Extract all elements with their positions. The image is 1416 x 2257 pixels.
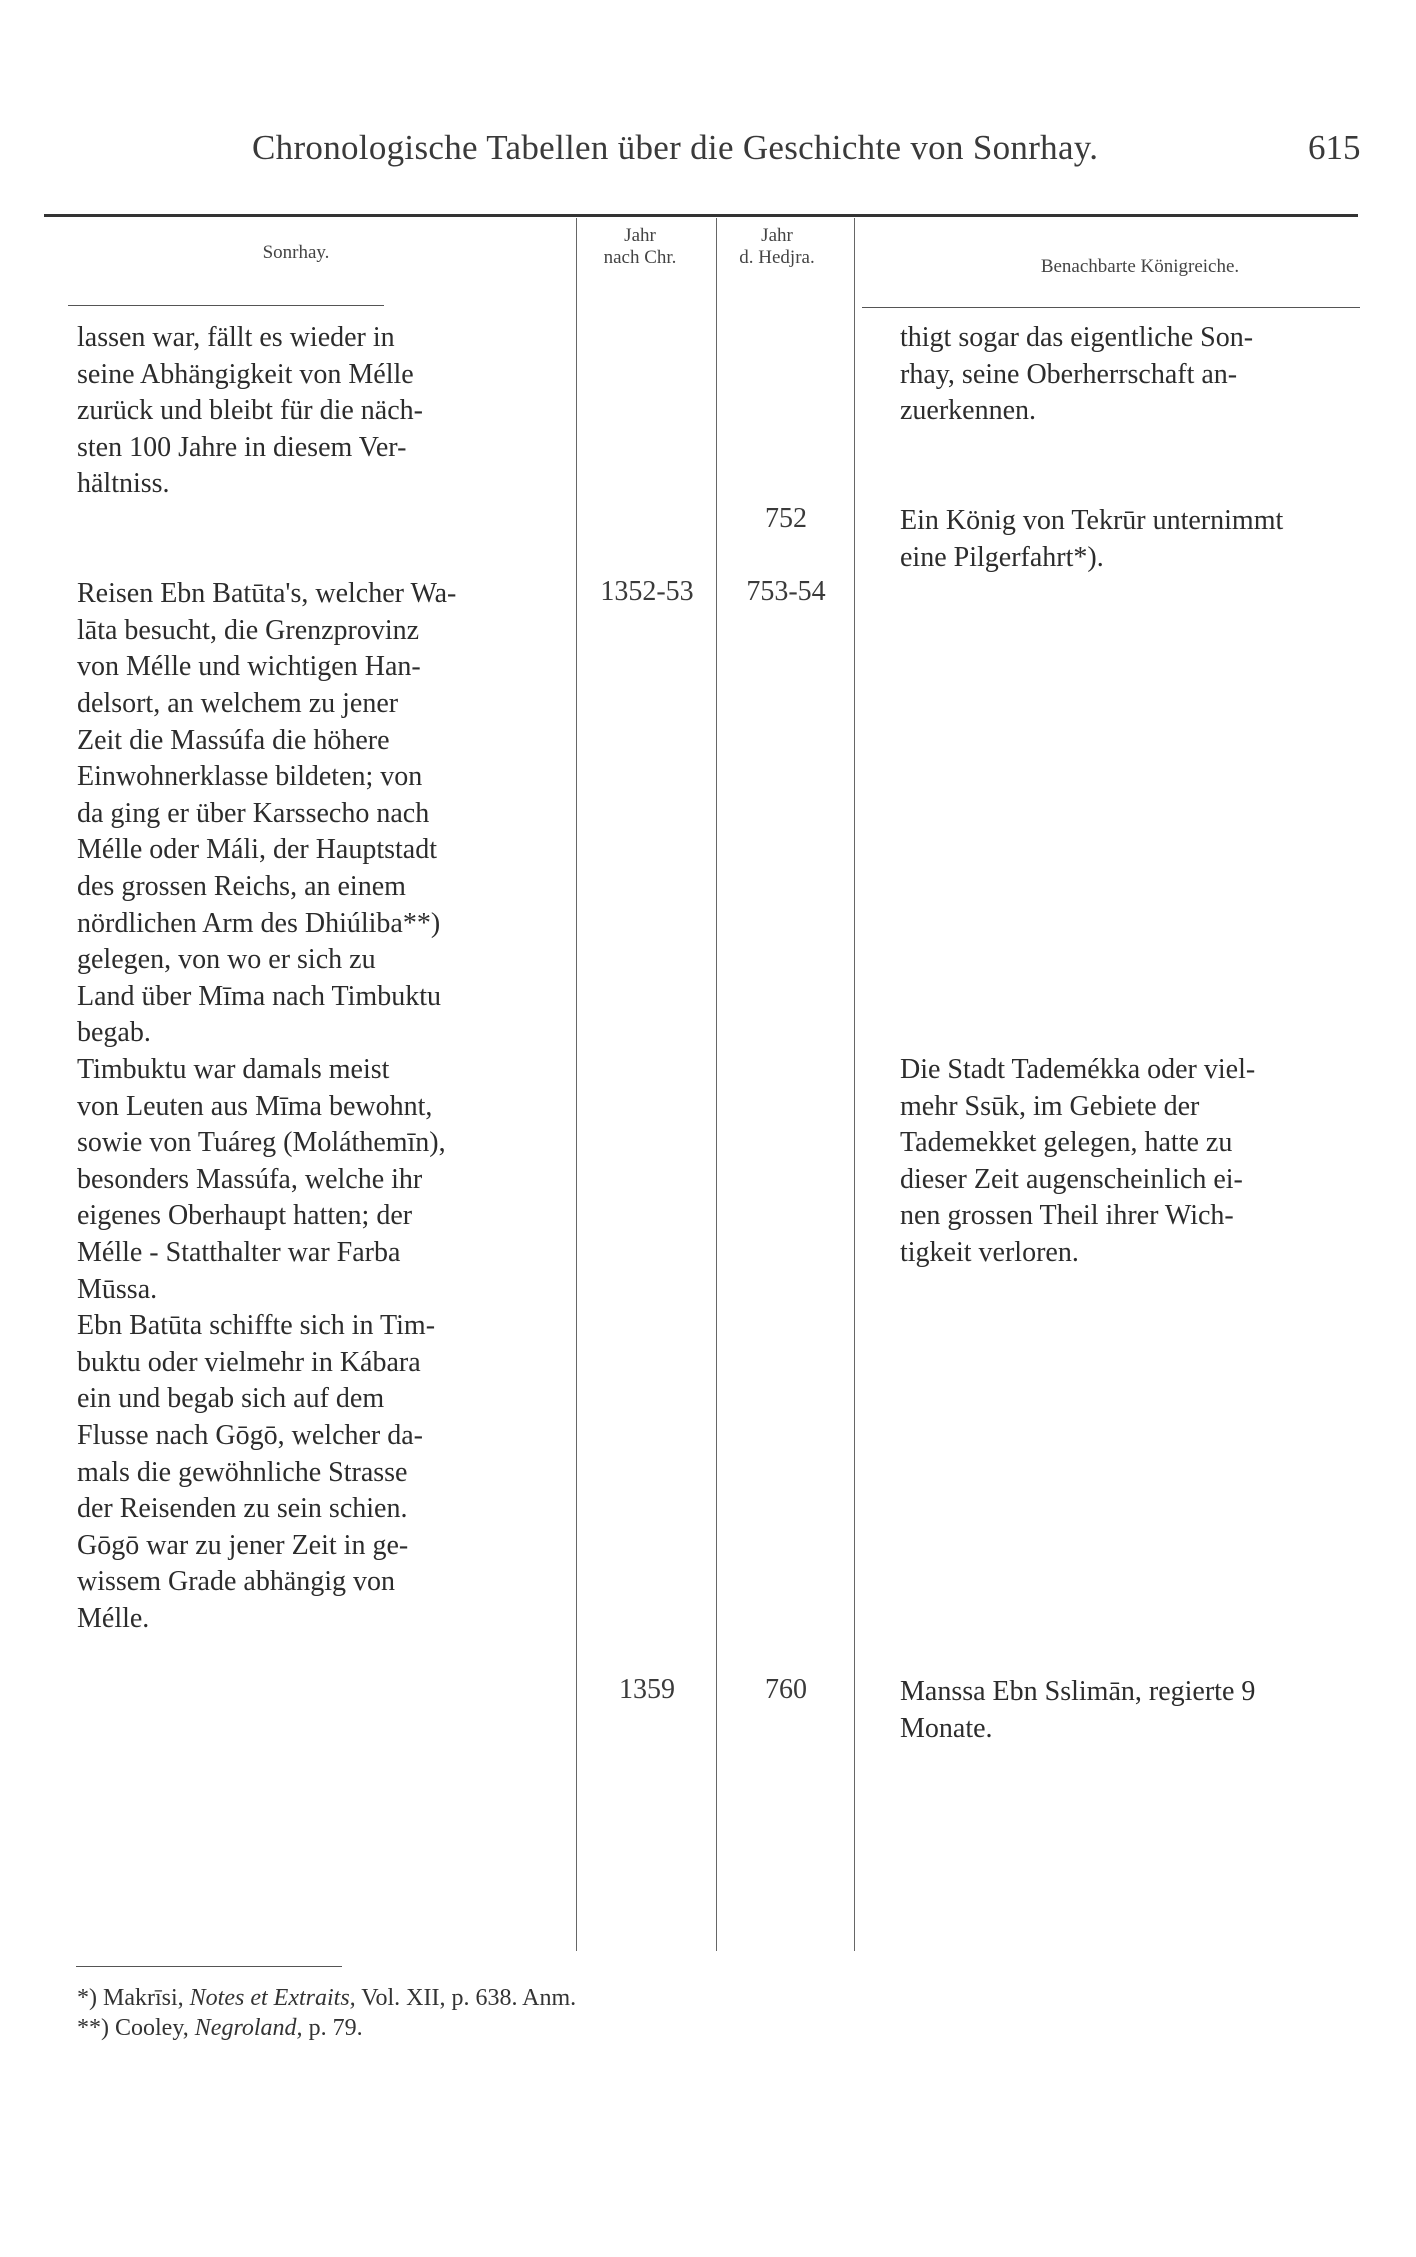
- column-header-year-hedjra-line2: d. Hedjra.: [739, 247, 815, 268]
- sonrhay-text-line: von Mélle und wichtigen Han-: [77, 651, 421, 683]
- top-rule: [44, 214, 1358, 217]
- column-divider-3: [854, 218, 855, 1951]
- sonrhay-text-line: da ging er über Karssecho nach: [77, 797, 430, 829]
- column-divider-1: [576, 218, 577, 1951]
- neighbours-text-line: mehr Ssūk, im Gebiete der: [900, 1090, 1200, 1122]
- column-header-sonrhay: Sonrhay.: [262, 242, 330, 263]
- footnote-rule: [76, 1966, 342, 1967]
- neighbours-text-line: tigkeit verloren.: [900, 1237, 1079, 1268]
- footnote-2-mark: **): [77, 2015, 109, 2041]
- sonrhay-text-line: Ebn Batūta schiffte sich in Tim-: [77, 1310, 436, 1342]
- footnote-1: [77, 1983, 576, 2013]
- sonrhay-text-line: ein und begab sich auf dem: [77, 1383, 385, 1415]
- footnote-1-author: Makrīsi,: [103, 1985, 184, 2011]
- neighbours-text-line: eine Pilgerfahrt*).: [900, 541, 1104, 573]
- sonrhay-text-line: nördlichen Arm des Dhiúliba**): [77, 907, 441, 939]
- year-chr-value: 1359: [619, 1674, 675, 1706]
- footnote-1-work: Notes et Extraits,: [189, 1985, 356, 2011]
- sonrhay-text-line: der Reisenden zu sein schien.: [77, 1493, 408, 1525]
- sonrhay-text-line: von Leuten aus Mīma bewohnt,: [77, 1090, 433, 1122]
- sonrhay-text-line: lāta besucht, die Grenzprovinz: [77, 614, 420, 646]
- sonrhay-text-line: Mūssa.: [77, 1273, 158, 1305]
- sonrhay-text-line: mals die gewöhnliche Strasse: [77, 1456, 408, 1488]
- year-hedjra-value: 752: [765, 503, 807, 534]
- neighbours-text-line: Monate.: [900, 1712, 993, 1744]
- footnote-1-mark: *): [77, 1985, 97, 2011]
- sonrhay-text-line: Zeit die Massúfa die höhere: [77, 724, 390, 756]
- sonrhay-text-line: Gōgō war zu jener Zeit in ge-: [77, 1529, 409, 1561]
- column-header-year-chr: [580, 225, 700, 269]
- neighbours-text-line: nen grossen Theil ihrer Wich-: [900, 1200, 1234, 1232]
- column-divider-2: [716, 218, 717, 1951]
- sonrhay-text-line: zurück und bleibt für die näch-: [77, 395, 423, 427]
- neighbours-text-line: thigt sogar das eigentliche Son-: [900, 322, 1254, 353]
- sonrhay-text-line: Mélle - Statthalter war Farba: [77, 1237, 401, 1268]
- neighbours-text-line: Tademekket gelegen, hatte zu: [900, 1127, 1233, 1159]
- column-header-year-chr-line2: nach Chr.: [603, 247, 677, 268]
- sonrhay-text-line: Einwohnerklasse bildeten; von: [77, 761, 423, 793]
- footnote-2-rest: p. 79.: [308, 2015, 363, 2041]
- footnotes: [77, 1983, 576, 2043]
- sonrhay-text-line: lassen war, fällt es wieder in: [77, 322, 395, 353]
- sonrhay-text-line: Mélle.: [77, 1603, 150, 1634]
- column-header-year-hedjra: [712, 225, 842, 269]
- footnote-2-work: Negroland,: [194, 2015, 303, 2041]
- sonrhay-text-line: sten 100 Jahre in diesem Ver-: [77, 431, 407, 463]
- page-number: 615: [1308, 128, 1361, 167]
- sonrhay-text-line: wissem Grade abhängig von: [77, 1566, 396, 1598]
- sonrhay-text-line: Timbuktu war damals meist: [77, 1054, 390, 1085]
- sonrhay-text-line: seine Abhängigkeit von Mélle: [77, 358, 414, 390]
- footnote-2: [77, 2013, 576, 2043]
- neighbours-text-line: Die Stadt Tademékka oder viel-: [900, 1054, 1256, 1085]
- sonrhay-text-line: Mélle oder Máli, der Hauptstadt: [77, 834, 438, 866]
- sonrhay-text-line: delsort, an welchem zu jener: [77, 688, 399, 719]
- column-header-neighbours: Benachbarte Königreiche.: [1040, 256, 1240, 277]
- year-hedjra-value: 753-54: [746, 576, 826, 608]
- sonrhay-text-line: Flusse nach Gōgō, welcher da-: [77, 1420, 424, 1451]
- header-rule-sonrhay: [68, 305, 384, 306]
- footnote-1-rest: Vol. XII, p. 638. Anm.: [361, 1985, 577, 2011]
- footnote-2-author: Cooley,: [115, 2015, 189, 2041]
- neighbours-text-line: Manssa Ebn Sslimān, regierte 9: [900, 1676, 1256, 1708]
- sonrhay-text-line: besonders Massúfa, welche ihr: [77, 1163, 423, 1195]
- header-rule-neighbours: [862, 307, 1360, 308]
- neighbours-text-line: rhay, seine Oberherrschaft an-: [900, 358, 1238, 390]
- column-header-year-chr-line1: Jahr: [624, 225, 656, 246]
- sonrhay-text-line: hältniss.: [77, 468, 170, 500]
- neighbours-text-line: zuerkennen.: [900, 395, 1037, 427]
- column-header-year-hedjra-line1: Jahr: [761, 225, 793, 246]
- sonrhay-text-line: sowie von Tuáreg (Moláthemīn),: [77, 1127, 446, 1159]
- sonrhay-text-line: begab.: [77, 1017, 151, 1049]
- sonrhay-text-line: gelegen, von wo er sich zu: [77, 944, 376, 976]
- sonrhay-text-line: eigenes Oberhaupt hatten; der: [77, 1200, 413, 1232]
- sonrhay-text-line: des grossen Reichs, an einem: [77, 871, 406, 902]
- neighbours-text-line: Ein König von Tekrūr unternimmt: [900, 505, 1284, 536]
- sonrhay-text-line: Land über Mīma nach Timbuktu: [77, 980, 441, 1012]
- year-hedjra-value: 760: [765, 1674, 807, 1706]
- year-chr-value: 1352-53: [600, 576, 694, 608]
- sonrhay-text-line: Reisen Ebn Batūta's, welcher Wa-: [77, 578, 457, 610]
- running-title: Chronologische Tabellen über die Geschichte von Sonrhay.: [252, 128, 1099, 167]
- sonrhay-text-line: buktu oder vielmehr in Kábara: [77, 1346, 421, 1378]
- neighbours-text-line: dieser Zeit augenscheinlich ei-: [900, 1163, 1243, 1195]
